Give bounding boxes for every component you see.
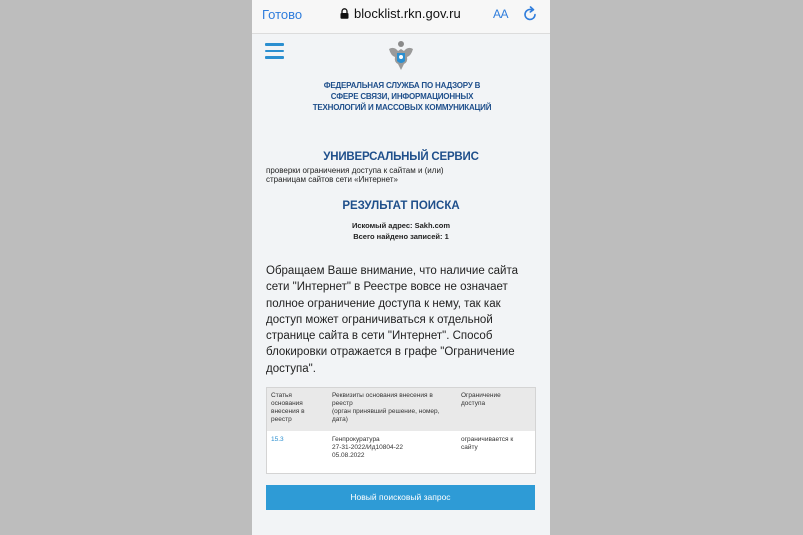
table-row <box>267 431 535 473</box>
basis-text: 27-31-2022/Ид10804-22 <box>332 444 403 451</box>
restriction-text: ограничивается к <box>461 436 514 443</box>
lock-icon <box>340 8 349 19</box>
header-restriction <box>457 388 535 431</box>
header-text: основания <box>271 400 303 407</box>
header-text: внесения в <box>271 408 305 415</box>
article-link[interactable]: 15.3 <box>271 436 284 443</box>
notice-text <box>266 263 538 377</box>
total-found: Всего найдено записей: 1 <box>353 232 449 241</box>
service-subtitle <box>266 166 516 184</box>
header-text: реестр <box>332 400 353 407</box>
notice-line: доступа". <box>266 362 316 375</box>
done-button[interactable]: Готово <box>262 7 303 22</box>
notice-line: доступ может ограничиваться к отдельной <box>266 313 493 326</box>
eagle-emblem-icon <box>386 40 416 72</box>
header-basis <box>328 388 457 431</box>
header-text: Ограничение <box>461 392 501 399</box>
service-title: УНИВЕРСАЛЬНЫЙ СЕРВИС <box>323 151 479 163</box>
header-article <box>267 388 328 431</box>
header-text: Статья <box>271 392 292 399</box>
table-header <box>267 388 535 431</box>
service-subtitle-line: проверки ограничения доступа к сайтам и (или) <box>266 166 444 175</box>
text-size-button[interactable]: AA <box>493 7 509 21</box>
result-title: РЕЗУЛЬТАТ ПОИСКА <box>342 200 460 212</box>
cell-article <box>267 431 328 473</box>
basis-text: 05.08.2022 <box>332 452 365 459</box>
phone-screen <box>252 0 550 535</box>
service-subtitle-line: страницам сайтов сети «Интернет» <box>266 175 398 184</box>
notice-line: полное ограничение доступа к нему, так как <box>266 297 501 310</box>
notice-line: блокировки отражается в графе "Ограничение <box>266 346 515 359</box>
url-text: blocklist.rkn.gov.ru <box>354 6 461 21</box>
notice-line: странице сайта в сети "Интернет". Способ <box>266 330 493 343</box>
header-text: (орган принявший решение, номер, <box>332 408 440 415</box>
cell-basis <box>328 431 457 473</box>
address-bar[interactable] <box>340 6 461 21</box>
notice-line: сети "Интернет" в Реестре вовсе не означает <box>266 281 508 294</box>
agency-line: ТЕХНОЛОГИЙ И МАССОВЫХ КОММУНИКАЦИЙ <box>312 103 492 112</box>
agency-line: СФЕРЕ СВЯЗИ, ИНФОРМАЦИОННЫХ <box>330 92 474 101</box>
header-text: реестр <box>271 416 292 423</box>
header-text: дата) <box>332 416 348 423</box>
agency-name <box>292 80 512 113</box>
browser-toolbar <box>252 0 550 34</box>
restriction-text: сайту <box>461 444 478 451</box>
search-address: Искомый адрес: Sakh.com <box>351 221 451 230</box>
registry-table <box>266 387 536 474</box>
notice-line: Обращаем Ваше внимание, что наличие сайта <box>266 265 519 277</box>
reload-icon[interactable] <box>522 6 538 22</box>
hamburger-menu-icon[interactable] <box>265 43 284 59</box>
basis-text: Генпрокуратура <box>332 436 380 443</box>
new-search-button[interactable]: Новый поисковый запрос <box>266 485 535 510</box>
cell-restriction <box>457 431 535 473</box>
header-text: доступа <box>461 400 486 407</box>
agency-line: ФЕДЕРАЛЬНАЯ СЛУЖБА ПО НАДЗОРУ В <box>323 81 481 90</box>
header-text: Реквизиты основания внесения в <box>332 392 433 399</box>
